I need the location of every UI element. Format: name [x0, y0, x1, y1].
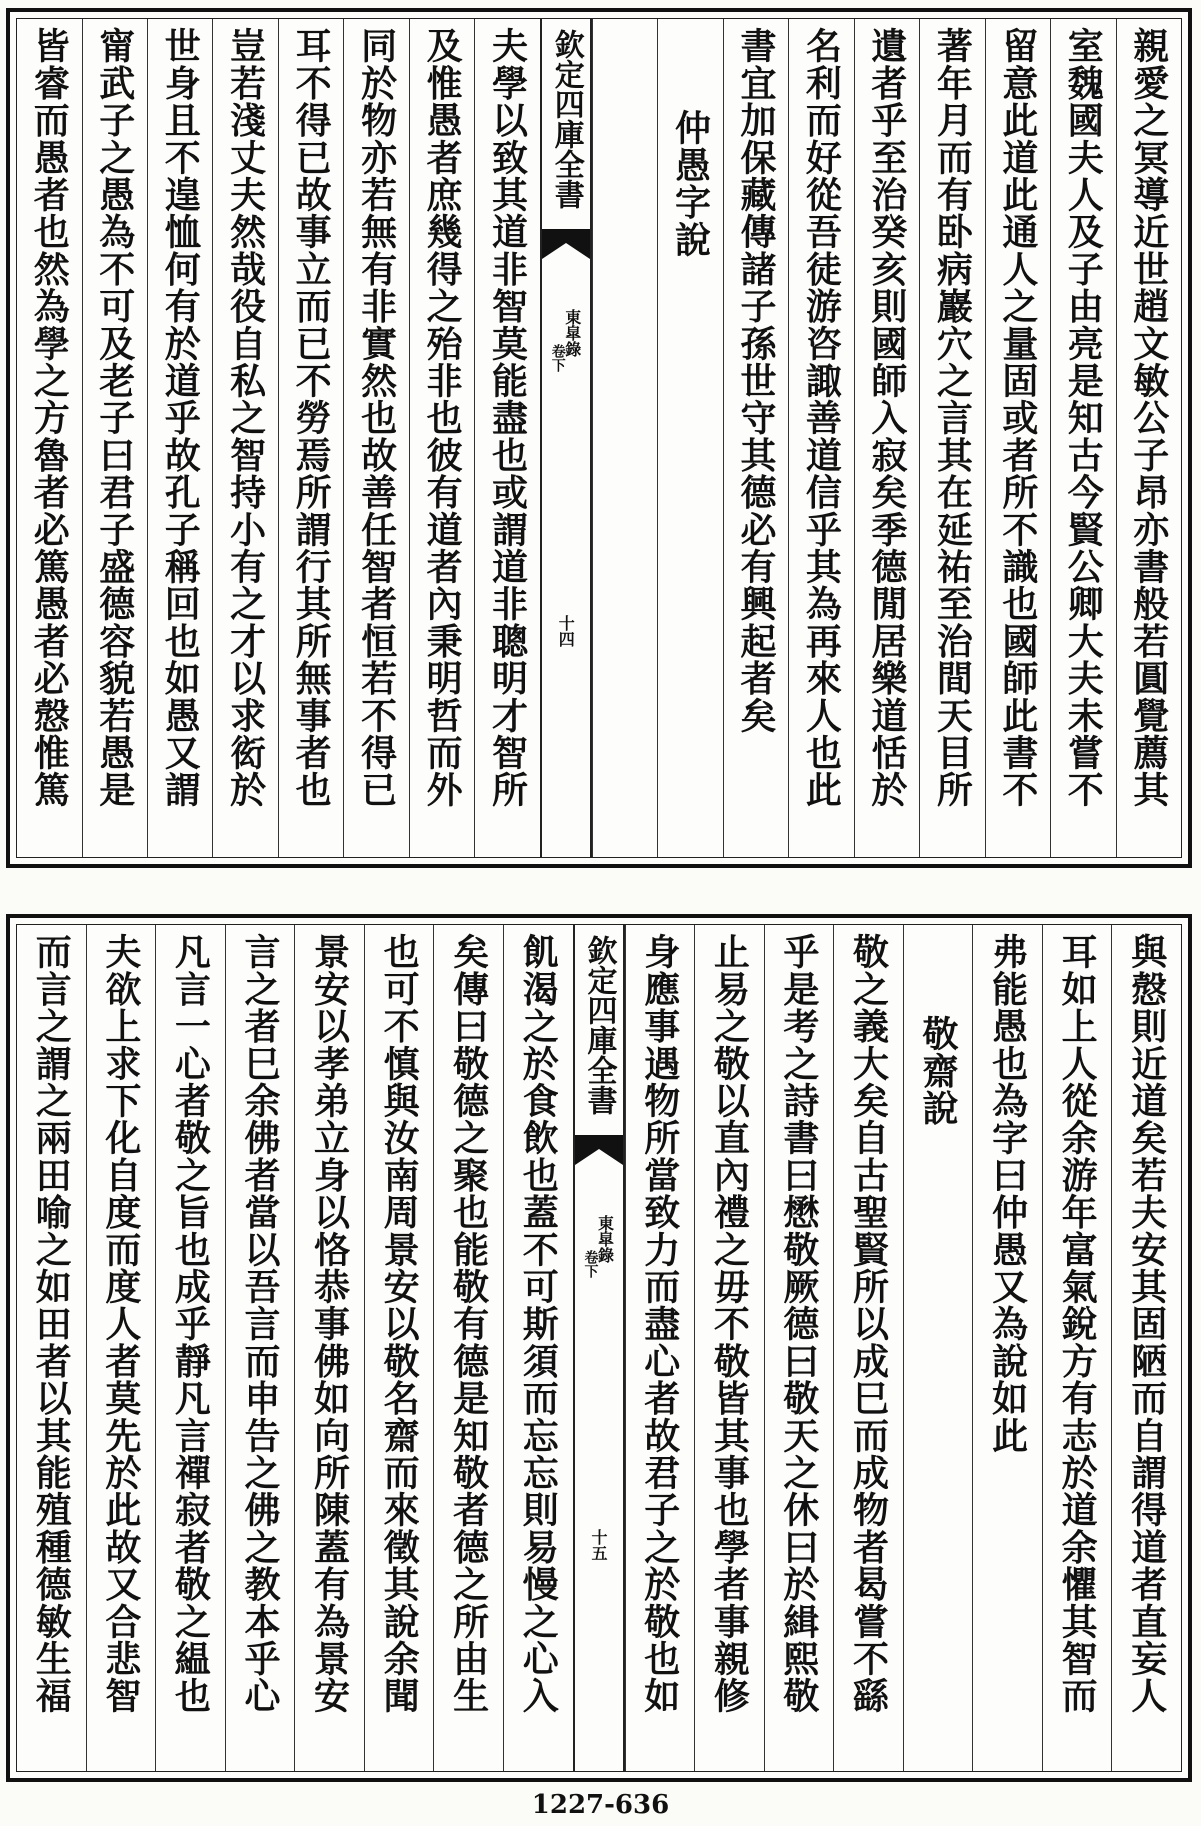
page-number: 十四 — [556, 615, 576, 647]
column-text: 親愛之冥導近世趙文敏公子昂亦書般若圓覺薦其 — [1127, 27, 1170, 809]
text-column — [225, 925, 295, 1771]
text-column — [694, 925, 764, 1771]
text-column — [1111, 925, 1181, 1771]
text-column — [433, 925, 503, 1771]
collection-title: 東皐錄 — [595, 1215, 615, 1263]
volume-label: 卷下 — [549, 344, 566, 372]
book-title: 欽定四庫全書 — [548, 29, 584, 209]
column-text: 而言之謂之兩田喻之如田者以其能殖種德敏生福 — [30, 933, 73, 1715]
column-text: 留意此道此通人之量固或者所不識也國師此書不 — [996, 27, 1039, 809]
column-text: 耳不得已故事立而已不勞焉所謂行其所無事者也 — [290, 27, 333, 809]
column-text: 也可不慎與汝南周景安以敬名齋而來徵其說余聞 — [378, 933, 421, 1715]
text-column — [212, 19, 277, 857]
text-column — [592, 19, 657, 857]
column-text: 夫學以致其道非智莫能盡也或謂道非聰明才智所 — [486, 27, 529, 809]
column-text: 身應事遇物所當致力而盡心者故君子之於敬也如 — [638, 933, 681, 1715]
column-text: 飢渴之於食飲也蓋不可斯須而忘忘則易慢之心入 — [517, 933, 560, 1715]
bottom-page-columns — [16, 924, 1182, 1772]
text-column — [985, 19, 1050, 857]
text-column — [972, 925, 1042, 1771]
text-column — [17, 19, 81, 857]
text-column — [854, 19, 919, 857]
column-text: 凡言一心者敬之旨也成乎靜凡言禪寂者敬之緼也 — [169, 933, 212, 1715]
column-text: 及惟愚者庶幾得之殆非也彼有道者內秉明哲而外 — [421, 27, 464, 809]
column-text: 夫欲上求下化自度而度人者莫先於此故又合悲智 — [99, 933, 142, 1715]
column-text: 遺者乎至治癸亥則國師入寂矣季德閒居樂道恬於 — [865, 27, 908, 809]
column-text: 乎是考之詩書曰懋敬厥德曰敬天之休曰於緝熙敬 — [777, 933, 820, 1715]
top-page-panel — [6, 8, 1192, 868]
text-column — [474, 19, 539, 857]
bottom-page-panel — [6, 914, 1192, 1782]
text-column — [1116, 19, 1181, 857]
top-page-columns — [16, 18, 1182, 858]
collection-title: 東皐錄 — [562, 309, 582, 357]
column-text: 與慤則近道矣若夫安其固陋而自謂得道者直妄人 — [1125, 933, 1168, 1715]
text-column — [364, 925, 434, 1771]
column-text: 世身且不遑恤何有於道乎故孔子稱回也如愚又謂 — [159, 27, 202, 809]
column-text: 皆睿而愚者也然為學之方魯者必篤愚者必慤惟篤 — [28, 27, 71, 809]
column-text: 室魏國夫人及子由亮是知古今賢公卿大夫未嘗不 — [1062, 27, 1105, 809]
text-column — [788, 19, 853, 857]
fishtail-mark-icon — [542, 229, 590, 265]
column-text: 弗能愚也為字曰仲愚又為說如此 — [986, 933, 1029, 1454]
text-column — [294, 925, 364, 1771]
text-column — [86, 925, 156, 1771]
text-column — [155, 925, 225, 1771]
column-text: 言之者巳余佛者當以吾言而申告之佛之教本乎心 — [238, 933, 281, 1715]
section-heading: 仲愚字說 — [669, 109, 712, 258]
text-column — [343, 19, 408, 857]
column-text: 矣傳曰敬德之聚也能敬有德是知敬者德之所由生 — [447, 933, 490, 1715]
text-column — [82, 19, 147, 857]
column-text: 止易之敬以直內禮之毋不敬皆其事也學者事親修 — [708, 933, 751, 1715]
text-column — [903, 925, 973, 1771]
column-text: 著年月而有卧病巖穴之言其在延祐至治間天目所 — [931, 27, 974, 809]
text-column — [1042, 925, 1112, 1771]
column-text: 景安以孝弟立身以恪恭事佛如向所陳蓋有為景安 — [308, 933, 351, 1715]
text-column — [1050, 19, 1115, 857]
text-column — [147, 19, 212, 857]
column-text: 書宜加保藏傳諸子孫世守其德必有興起者矣 — [734, 27, 777, 734]
text-column — [657, 19, 722, 857]
text-column — [17, 925, 86, 1771]
text-column — [278, 19, 343, 857]
fishtail-mark-icon — [575, 1135, 623, 1171]
center-margin-column — [540, 19, 592, 857]
text-column — [409, 19, 474, 857]
section-heading: 敬齋說 — [917, 1015, 960, 1127]
center-margin-column — [573, 925, 625, 1771]
text-column — [723, 19, 788, 857]
page-number: 十五 — [589, 1529, 608, 1561]
column-text: 甯武子之愚為不可及老子曰君子盛德容貌若愚是 — [93, 27, 136, 809]
text-column — [503, 925, 573, 1771]
column-text: 同於物亦若無有非實然也故善任智者恒若不得已 — [355, 27, 398, 809]
text-column — [625, 925, 695, 1771]
column-text: 豈若淺丈夫然哉役自私之智持小有之才以求衒於 — [224, 27, 267, 809]
text-column — [833, 925, 903, 1771]
text-column — [919, 19, 984, 857]
volume-label: 卷下 — [582, 1250, 599, 1278]
page-footer-number: 1227-636 — [531, 1790, 670, 1820]
column-text: 耳如上人從余游年富氣銳方有志於道余懼其智而 — [1056, 933, 1099, 1715]
column-text: 名利而好從吾徒游咨諏善道信乎其為再來人也此 — [800, 27, 843, 809]
column-text: 敬之義大矣自古聖賢所以成巳而成物者曷嘗不繇 — [847, 933, 890, 1715]
text-column — [764, 925, 834, 1771]
book-title: 欽定四庫全書 — [581, 935, 617, 1115]
